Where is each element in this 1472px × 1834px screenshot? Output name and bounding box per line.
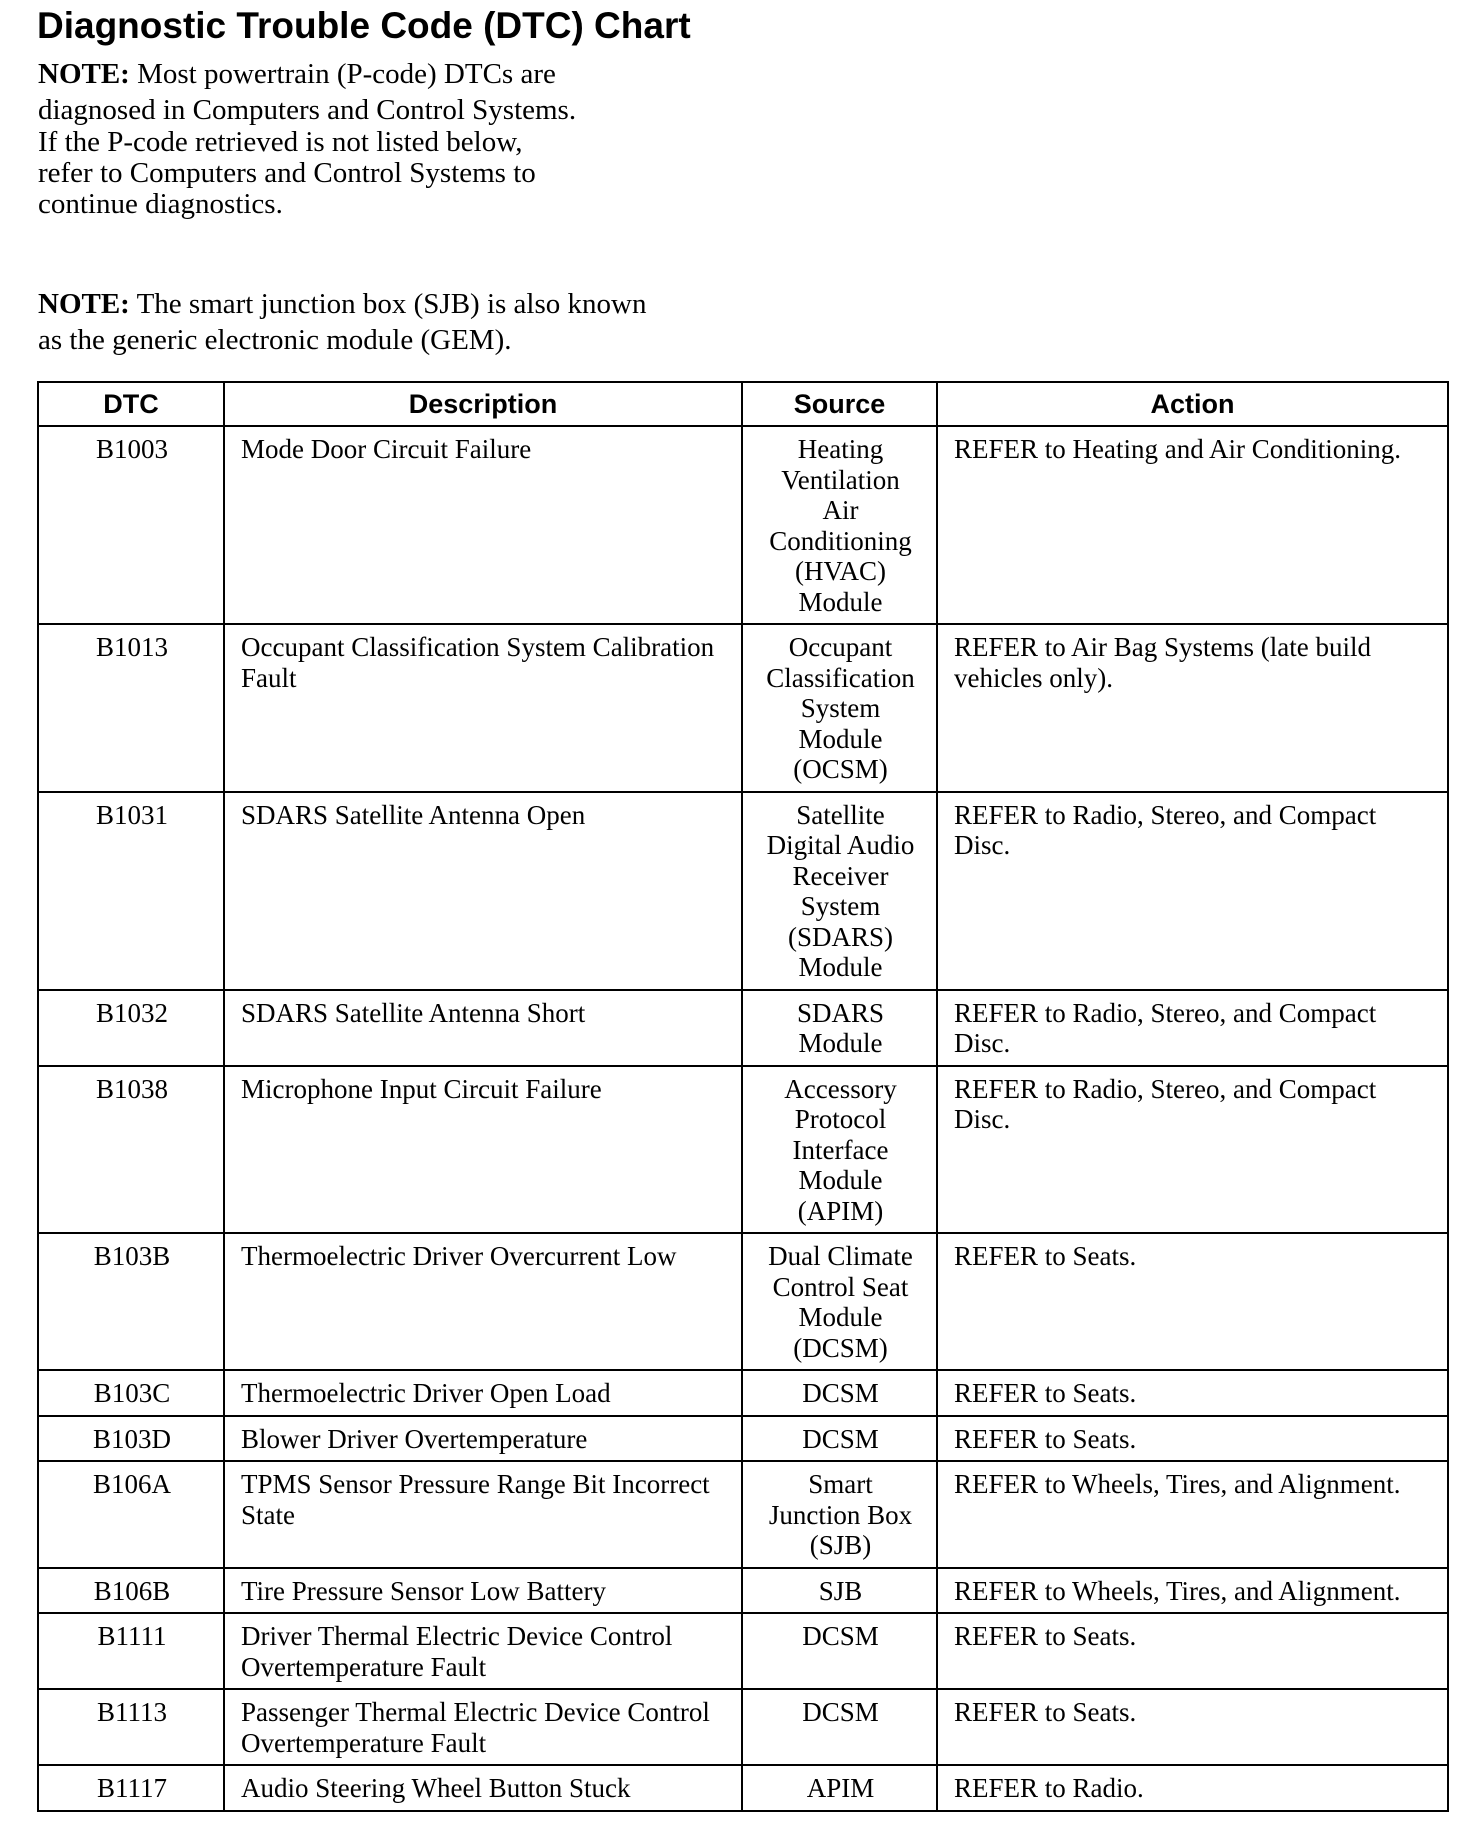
- source-line: System: [800, 693, 881, 723]
- header-dtc: DTC: [38, 382, 224, 426]
- header-action: Action: [937, 382, 1448, 426]
- description-cell: Audio Steering Wheel Button Stuck: [224, 1765, 742, 1811]
- table-row: [38, 1370, 1448, 1416]
- source-line: DCSM: [802, 1423, 879, 1454]
- source-cell: [742, 792, 937, 990]
- table-row: [38, 990, 1448, 1066]
- source-line: Protocol: [794, 1104, 887, 1134]
- dtc-table-body: [38, 426, 1448, 1811]
- source-line: Accessory: [784, 1073, 897, 1104]
- dtc-code-cell: B1013: [38, 624, 224, 792]
- source-cell: [742, 426, 937, 624]
- dtc-code-cell: B1038: [38, 1066, 224, 1234]
- source-line: Air: [822, 495, 859, 525]
- source-cell: [742, 990, 937, 1066]
- note-text: The smart junction box (SJB) is also known: [129, 288, 647, 320]
- table-row: [38, 1765, 1448, 1811]
- source-cell: [742, 1765, 937, 1811]
- source-line: System: [800, 891, 881, 921]
- description-cell: Passenger Thermal Electric Device Control Overtemperature Fault: [224, 1689, 742, 1765]
- note-label: NOTE:: [38, 288, 130, 320]
- header-source: Source: [742, 382, 937, 426]
- note-text: continue diagnostics.: [38, 188, 283, 220]
- table-row: [38, 792, 1448, 990]
- source-cell: [742, 1233, 937, 1370]
- dtc-table: [37, 381, 1449, 1812]
- action-cell: REFER to Wheels, Tires, and Alignment.: [937, 1568, 1448, 1614]
- dtc-code-cell: B1117: [38, 1765, 224, 1811]
- description-cell: SDARS Satellite Antenna Short: [224, 990, 742, 1066]
- header-description: Description: [224, 382, 742, 426]
- action-cell: REFER to Radio.: [937, 1765, 1448, 1811]
- source-line: Module: [798, 586, 883, 617]
- source-line: (OCSM): [793, 754, 888, 784]
- source-line: (DCSM): [793, 1332, 888, 1363]
- source-line: Conditioning: [769, 525, 912, 556]
- dtc-code-cell: B1031: [38, 792, 224, 990]
- action-cell: REFER to Seats.: [937, 1689, 1448, 1765]
- table-row: [38, 1689, 1448, 1765]
- description-cell: Thermoelectric Driver Open Load: [224, 1370, 742, 1416]
- action-cell: REFER to Radio, Stereo, and Compact Disc.: [937, 792, 1448, 990]
- action-cell: REFER to Radio, Stereo, and Compact Disc.: [937, 1066, 1448, 1234]
- description-cell: Driver Thermal Electric Device Control Overtemperature Fault: [224, 1613, 742, 1689]
- dtc-code-cell: B1111: [38, 1613, 224, 1689]
- dtc-code-cell: B1032: [38, 990, 224, 1066]
- source-line: APIM: [806, 1773, 875, 1803]
- page-title: Diagnostic Trouble Code (DTC) Chart: [37, 5, 691, 46]
- table-row: [38, 1233, 1448, 1370]
- note-text: refer to Computers and Control Systems to: [38, 157, 536, 189]
- dtc-code-cell: B106B: [38, 1568, 224, 1614]
- source-line: (SJB): [809, 1530, 872, 1560]
- source-line: SDARS: [796, 997, 885, 1028]
- source-cell: [742, 1370, 937, 1416]
- source-line: Occupant: [788, 632, 893, 662]
- description-cell: Tire Pressure Sensor Low Battery: [224, 1568, 742, 1614]
- source-line: Smart: [808, 1469, 873, 1499]
- source-line: Heating: [797, 434, 884, 464]
- note-text: as the generic electronic module (GEM).: [38, 324, 512, 356]
- description-cell: Microphone Input Circuit Failure: [224, 1066, 742, 1234]
- dtc-code-cell: B106A: [38, 1461, 224, 1568]
- dtc-code-cell: B103D: [38, 1416, 224, 1462]
- source-cell: [742, 1689, 937, 1765]
- note-text: Most powertrain (P-code) DTCs are: [129, 58, 556, 90]
- dtc-code-cell: B1113: [38, 1689, 224, 1765]
- note-sjb: [38, 286, 758, 358]
- source-line: Digital Audio: [766, 830, 915, 860]
- table-row: [38, 1613, 1448, 1689]
- table-header-row: [38, 382, 1448, 426]
- dtc-code-cell: B103B: [38, 1233, 224, 1370]
- table-row: [38, 1416, 1448, 1462]
- source-line: Receiver: [792, 860, 889, 891]
- source-cell: [742, 1066, 937, 1234]
- table-row: [38, 1568, 1448, 1614]
- source-line: Classification: [766, 662, 915, 693]
- table-row: [38, 426, 1448, 624]
- source-line: SJB: [818, 1575, 863, 1606]
- description-cell: Mode Door Circuit Failure: [224, 426, 742, 624]
- source-line: Module: [798, 1165, 883, 1195]
- source-cell: [742, 1461, 937, 1568]
- table-row: [38, 1461, 1448, 1568]
- note-text: diagnosed in Computers and Control Systems.: [38, 94, 577, 126]
- source-line: Ventilation: [781, 464, 900, 495]
- action-cell: REFER to Heating and Air Conditioning.: [937, 426, 1448, 624]
- source-line: Module: [798, 1302, 883, 1332]
- source-line: (HVAC): [794, 556, 886, 586]
- note-text: If the P-code retrieved is not listed below,: [38, 126, 523, 158]
- source-line: DCSM: [802, 1621, 879, 1651]
- source-line: Module: [798, 723, 883, 754]
- description-cell: TPMS Sensor Pressure Range Bit Incorrect State: [224, 1461, 742, 1568]
- source-line: (SDARS): [787, 921, 894, 952]
- action-cell: REFER to Seats.: [937, 1370, 1448, 1416]
- description-cell: Occupant Classification System Calibration Fault: [224, 624, 742, 792]
- source-cell: [742, 1568, 937, 1614]
- note-p-code: [38, 127, 758, 220]
- note-powertrain: [38, 56, 758, 128]
- source-cell: [742, 624, 937, 792]
- action-cell: REFER to Seats.: [937, 1416, 1448, 1462]
- source-cell: [742, 1613, 937, 1689]
- table-row: [38, 624, 1448, 792]
- source-line: DCSM: [802, 1378, 879, 1408]
- source-line: Satellite: [796, 799, 885, 830]
- description-cell: SDARS Satellite Antenna Open: [224, 792, 742, 990]
- dtc-code-cell: B1003: [38, 426, 224, 624]
- action-cell: REFER to Air Bag Systems (late build vehicles only).: [937, 624, 1448, 792]
- source-line: DCSM: [802, 1697, 879, 1727]
- action-cell: REFER to Seats.: [937, 1613, 1448, 1689]
- source-line: Module: [798, 1028, 883, 1058]
- source-line: Module: [798, 952, 883, 982]
- action-cell: REFER to Seats.: [937, 1233, 1448, 1370]
- table-row: [38, 1066, 1448, 1234]
- source-cell: [742, 1416, 937, 1462]
- source-line: Junction Box: [768, 1499, 913, 1530]
- source-line: Control Seat: [772, 1271, 909, 1302]
- dtc-code-cell: B103C: [38, 1370, 224, 1416]
- source-line: Interface: [792, 1134, 889, 1165]
- description-cell: Thermoelectric Driver Overcurrent Low: [224, 1233, 742, 1370]
- action-cell: REFER to Radio, Stereo, and Compact Disc.: [937, 990, 1448, 1066]
- source-line: (APIM): [797, 1195, 884, 1226]
- action-cell: REFER to Wheels, Tires, and Alignment.: [937, 1461, 1448, 1568]
- description-cell: Blower Driver Overtemperature: [224, 1416, 742, 1462]
- note-label: NOTE:: [38, 58, 130, 90]
- source-line: Dual Climate: [768, 1241, 913, 1271]
